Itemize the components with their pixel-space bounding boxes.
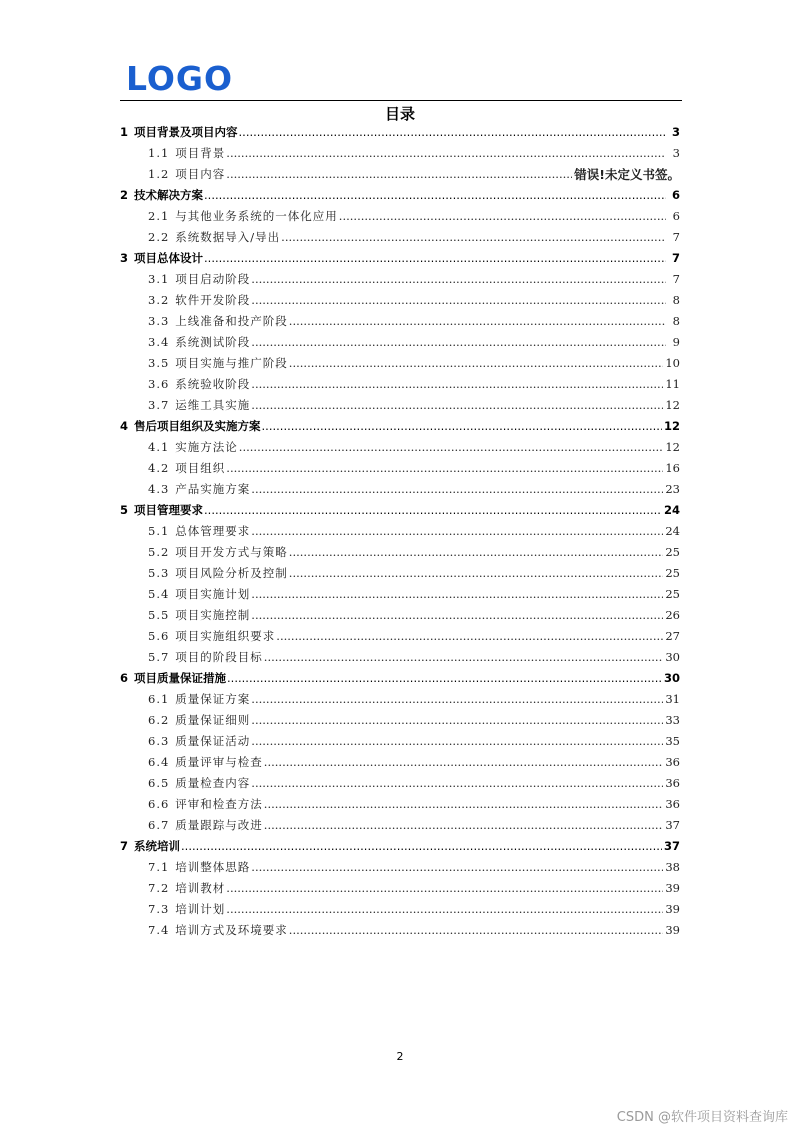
toc-entry-number: 2.1 [148, 209, 170, 223]
watermark: CSDN @软件项目资料查询库 [616, 1110, 788, 1125]
toc-entry-number: 6.1 [148, 692, 170, 706]
toc-leader-dots [251, 290, 666, 311]
toc-entry-page: 39 [665, 902, 680, 916]
toc-entry-number: 3.4 [148, 335, 170, 349]
toc-entry-number: 3.1 [148, 272, 170, 286]
toc-entry-page: 6 [671, 188, 680, 202]
toc-section-entry[interactable] [120, 395, 680, 416]
table-of-contents [120, 122, 680, 941]
toc-chapter-entry[interactable] [120, 122, 680, 143]
toc-entry-title: 总体管理要求 [175, 524, 251, 538]
toc-entry-title: 上线准备和投产阶段 [175, 314, 288, 328]
toc-entry-number: 6.5 [148, 776, 170, 790]
toc-entry-page: 16 [665, 461, 680, 475]
toc-leader-dots [226, 878, 663, 899]
toc-section-entry[interactable] [120, 920, 680, 941]
toc-section-entry[interactable] [120, 206, 680, 227]
toc-entry-page: 27 [665, 629, 680, 643]
toc-entry-number: 5.2 [148, 545, 170, 559]
toc-entry-number: 5 [120, 503, 129, 517]
toc-entry-title: 质量跟踪与改进 [175, 818, 263, 832]
toc-chapter-entry[interactable] [120, 500, 680, 521]
toc-entry-page: 11 [665, 377, 680, 391]
toc-entry-title: 项目质量保证措施 [134, 671, 227, 685]
toc-entry-page: 8 [672, 314, 680, 328]
toc-leader-dots [251, 269, 666, 290]
toc-section-entry[interactable] [120, 647, 680, 668]
toc-entry-title: 项目开发方式与策略 [175, 545, 288, 559]
toc-title: 目录 [384, 105, 415, 123]
toc-entry-number: 4.2 [148, 461, 170, 475]
toc-leader-dots [239, 122, 666, 143]
toc-entry-number: 5.5 [148, 608, 170, 622]
toc-entry-number: 7 [120, 839, 129, 853]
toc-entry-page: 25 [665, 566, 680, 580]
toc-entry-page: 38 [665, 860, 680, 874]
toc-entry-number: 2 [120, 188, 129, 202]
toc-entry-title: 软件开发阶段 [175, 293, 251, 307]
toc-entry-number: 6.6 [148, 797, 170, 811]
toc-leader-dots [276, 626, 663, 647]
toc-entry-number: 5.4 [148, 587, 170, 601]
toc-entry-title: 质量保证方案 [175, 692, 251, 706]
toc-entry-title: 项目实施组织要求 [175, 629, 276, 643]
toc-entry-page: 30 [663, 671, 680, 685]
toc-entry-title: 质量评审与检查 [175, 755, 263, 769]
toc-leader-dots [251, 395, 663, 416]
toc-entry-number: 3.6 [148, 377, 170, 391]
toc-entry-number: 1.2 [148, 167, 170, 181]
toc-entry-title: 系统培训 [134, 839, 181, 853]
toc-entry-number: 4 [120, 419, 129, 433]
toc-entry-page: 25 [665, 587, 680, 601]
toc-section-entry[interactable] [120, 164, 680, 185]
toc-entry-number: 7.4 [148, 923, 170, 937]
toc-leader-dots [264, 647, 664, 668]
toc-entry-number: 5.3 [148, 566, 170, 580]
toc-entry-page: 37 [665, 818, 680, 832]
toc-section-entry[interactable] [120, 437, 680, 458]
toc-section-entry[interactable] [120, 542, 680, 563]
toc-leader-dots [262, 416, 662, 437]
toc-entry-title: 评审和检查方法 [175, 797, 263, 811]
toc-section-entry[interactable] [120, 857, 680, 878]
toc-section-entry[interactable] [120, 353, 680, 374]
toc-leader-dots [226, 899, 663, 920]
toc-entry-title: 项目风险分析及控制 [175, 566, 288, 580]
toc-entry-page: 10 [665, 356, 680, 370]
toc-entry-page: 39 [665, 923, 680, 937]
toc-leader-dots [289, 311, 666, 332]
toc-entry-page: 12 [665, 440, 680, 454]
toc-chapter-entry[interactable] [120, 248, 680, 269]
toc-leader-dots [251, 332, 666, 353]
toc-entry-number: 6 [120, 671, 129, 685]
toc-leader-dots [251, 521, 663, 542]
toc-entry-title: 项目实施控制 [175, 608, 251, 622]
toc-section-entry[interactable] [120, 563, 680, 584]
toc-entry-number: 5.1 [148, 524, 170, 538]
toc-entry-page: 12 [663, 419, 680, 433]
toc-leader-dots [339, 206, 666, 227]
toc-entry-title: 项目实施与推广阶段 [175, 356, 288, 370]
toc-entry-number: 5.6 [148, 629, 170, 643]
toc-entry-number: 3.5 [148, 356, 170, 370]
toc-leader-dots [251, 479, 663, 500]
toc-entry-title: 实施方法论 [175, 440, 238, 454]
toc-entry-title: 培训整体思路 [175, 860, 251, 874]
toc-section-entry[interactable] [120, 605, 680, 626]
toc-entry-title: 售后项目组织及实施方案 [134, 419, 261, 433]
toc-leader-dots [264, 815, 664, 836]
toc-section-entry[interactable] [120, 269, 680, 290]
toc-entry-page: 12 [665, 398, 680, 412]
toc-entry-title: 技术解决方案 [134, 188, 204, 202]
toc-entry-page: 39 [665, 881, 680, 895]
toc-entry-page: 7 [672, 272, 680, 286]
toc-entry-page: 3 [671, 125, 680, 139]
toc-leader-dots [204, 500, 662, 521]
toc-chapter-entry[interactable] [120, 416, 680, 437]
toc-entry-number: 3.2 [148, 293, 170, 307]
toc-entry-title: 项目启动阶段 [175, 272, 251, 286]
toc-entry-title: 项目管理要求 [134, 503, 204, 517]
toc-section-entry[interactable] [120, 584, 680, 605]
toc-entry-number: 6.7 [148, 818, 170, 832]
toc-leader-dots [251, 731, 663, 752]
toc-entry-page: 25 [665, 545, 680, 559]
toc-leader-dots [239, 437, 664, 458]
toc-entry-title: 培训教材 [175, 881, 226, 895]
toc-entry-page: 8 [672, 293, 680, 307]
toc-chapter-entry[interactable] [120, 836, 680, 857]
toc-entry-number: 3 [120, 251, 129, 265]
toc-chapter-entry[interactable] [120, 668, 680, 689]
toc-entry-title: 项目实施计划 [175, 587, 251, 601]
toc-entry-page: 7 [672, 230, 680, 244]
toc-entry-title: 质量检查内容 [175, 776, 251, 790]
toc-entry-page: 36 [665, 776, 680, 790]
toc-entry-page: 7 [671, 251, 680, 265]
toc-entry-number: 6.2 [148, 713, 170, 727]
toc-section-entry[interactable] [120, 332, 680, 353]
toc-section-entry[interactable] [120, 227, 680, 248]
toc-entry-number: 3.7 [148, 398, 170, 412]
toc-leader-dots [204, 185, 666, 206]
toc-leader-dots [264, 794, 664, 815]
toc-entry-page: 36 [665, 755, 680, 769]
toc-leader-dots [226, 164, 572, 185]
toc-entry-title: 系统验收阶段 [175, 377, 251, 391]
toc-chapter-entry[interactable] [120, 185, 680, 206]
toc-section-entry[interactable] [120, 710, 680, 731]
toc-section-entry[interactable] [120, 899, 680, 920]
toc-entry-number: 6.3 [148, 734, 170, 748]
toc-section-entry[interactable] [120, 773, 680, 794]
toc-section-entry[interactable] [120, 374, 680, 395]
toc-entry-title: 系统数据导入/导出 [175, 230, 281, 244]
toc-entry-page: 23 [665, 482, 680, 496]
toc-section-entry[interactable] [120, 479, 680, 500]
toc-leader-dots [251, 584, 663, 605]
toc-entry-title: 产品实施方案 [175, 482, 251, 496]
toc-leader-dots [181, 836, 662, 857]
toc-entry-number: 7.2 [148, 881, 170, 895]
toc-entry-number: 3.3 [148, 314, 170, 328]
toc-section-entry[interactable] [120, 626, 680, 647]
toc-entry-page: 24 [665, 524, 680, 538]
toc-entry-number: 5.7 [148, 650, 170, 664]
toc-leader-dots [204, 248, 666, 269]
toc-entry-title: 与其他业务系统的一体化应用 [175, 209, 338, 223]
toc-entry-page: 35 [665, 734, 680, 748]
logo: LOGO [126, 59, 234, 98]
toc-section-entry[interactable] [120, 311, 680, 332]
toc-section-entry[interactable] [120, 815, 680, 836]
toc-leader-dots [251, 689, 663, 710]
page-number: 2 [396, 1050, 404, 1063]
toc-entry-page: 31 [665, 692, 680, 706]
toc-section-entry[interactable] [120, 458, 680, 479]
toc-entry-number: 1 [120, 125, 129, 139]
toc-entry-number: 4.3 [148, 482, 170, 496]
toc-entry-title: 项目组织 [175, 461, 226, 475]
toc-entry-number: 6.4 [148, 755, 170, 769]
toc-leader-dots [289, 353, 664, 374]
toc-entry-page: 33 [665, 713, 680, 727]
toc-entry-page: 26 [665, 608, 680, 622]
toc-entry-number: 1.1 [148, 146, 170, 160]
toc-section-entry[interactable] [120, 731, 680, 752]
toc-entry-page: 30 [665, 650, 680, 664]
toc-entry-page: 24 [663, 503, 680, 517]
toc-section-entry[interactable] [120, 143, 680, 164]
toc-entry-title: 运维工具实施 [175, 398, 251, 412]
toc-entry-number: 4.1 [148, 440, 170, 454]
toc-entry-page: 6 [672, 209, 680, 223]
toc-section-entry[interactable] [120, 521, 680, 542]
toc-leader-dots [289, 563, 664, 584]
toc-leader-dots [226, 143, 666, 164]
toc-entry-title: 项目总体设计 [134, 251, 204, 265]
toc-section-entry[interactable] [120, 689, 680, 710]
toc-leader-dots [251, 710, 663, 731]
toc-section-entry[interactable] [120, 878, 680, 899]
toc-section-entry[interactable] [120, 752, 680, 773]
toc-leader-dots [226, 458, 663, 479]
toc-leader-dots [289, 542, 664, 563]
toc-leader-dots [281, 227, 666, 248]
toc-entry-title: 项目背景 [175, 146, 226, 160]
toc-entry-title: 项目内容 [175, 167, 226, 181]
toc-leader-dots [251, 773, 663, 794]
toc-entry-title: 质量保证细则 [175, 713, 251, 727]
toc-leader-dots [289, 920, 664, 941]
toc-entry-title: 系统测试阶段 [175, 335, 251, 349]
toc-entry-number: 7.3 [148, 902, 170, 916]
toc-entry-page: 3 [672, 146, 680, 160]
toc-entry-title: 项目背景及项目内容 [134, 125, 238, 139]
toc-entry-title: 培训方式及环境要求 [175, 923, 288, 937]
toc-entry-number: 7.1 [148, 860, 170, 874]
toc-leader-dots [251, 374, 663, 395]
toc-section-entry[interactable] [120, 794, 680, 815]
toc-entry-page: 错误!未定义书签。 [574, 167, 680, 182]
toc-entry-page: 9 [672, 335, 680, 349]
toc-entry-number: 2.2 [148, 230, 170, 244]
toc-leader-dots [251, 857, 663, 878]
toc-leader-dots [264, 752, 664, 773]
toc-leader-dots [227, 668, 662, 689]
header-divider [120, 100, 682, 101]
toc-entry-title: 项目的阶段目标 [175, 650, 263, 664]
toc-entry-title: 培训计划 [175, 902, 226, 916]
toc-entry-title: 质量保证活动 [175, 734, 251, 748]
toc-entry-page: 36 [665, 797, 680, 811]
toc-leader-dots [251, 605, 663, 626]
toc-section-entry[interactable] [120, 290, 680, 311]
toc-entry-page: 37 [663, 839, 680, 853]
